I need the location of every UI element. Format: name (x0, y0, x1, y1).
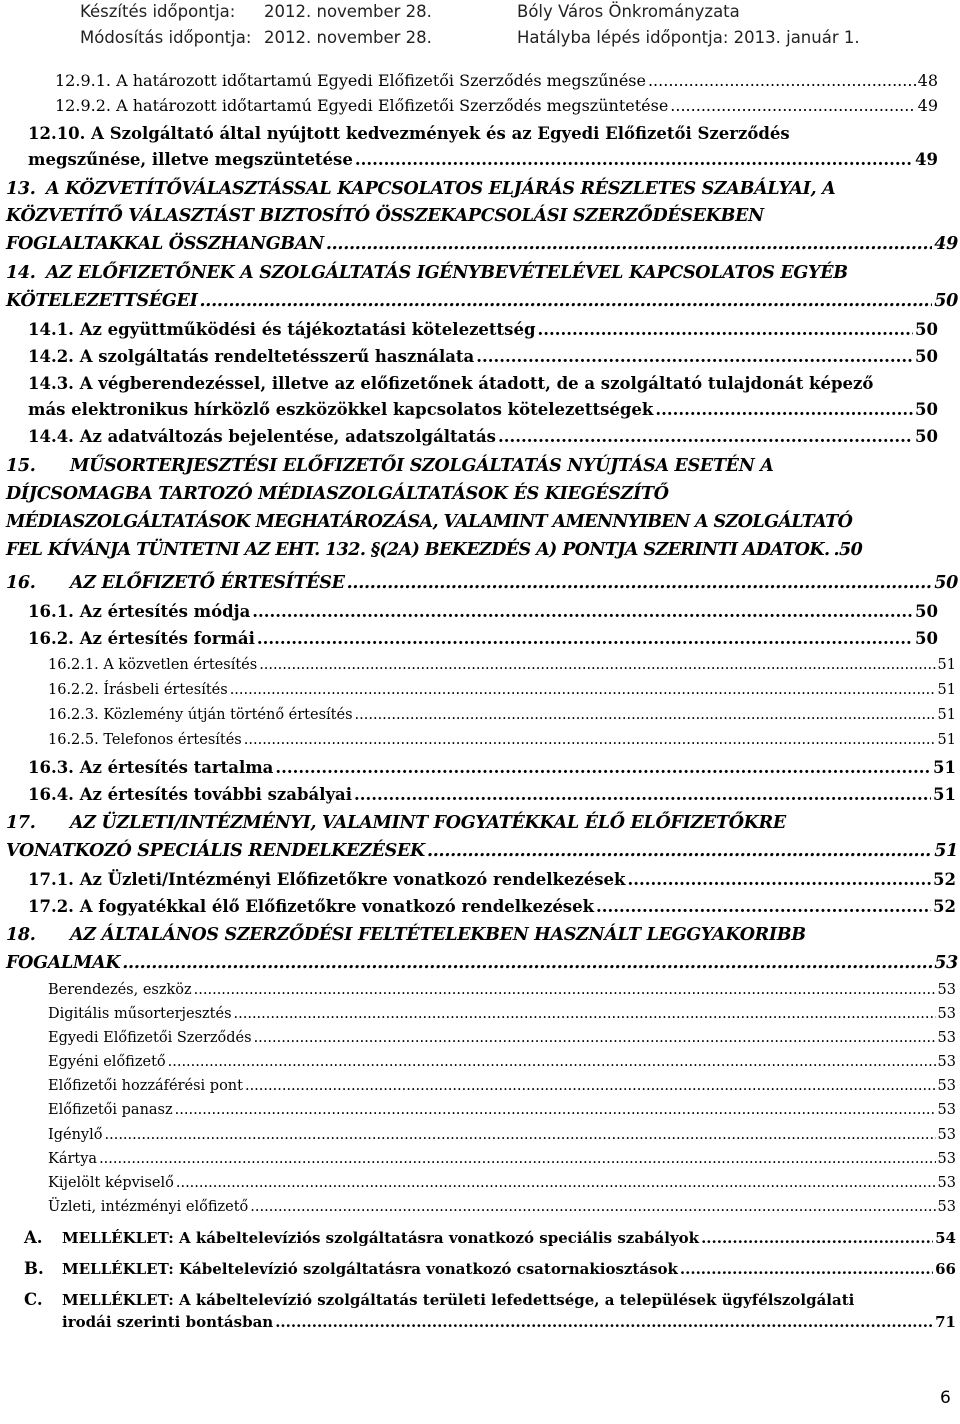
toc-entry[interactable]: 16.2.2. Írásbeli értesítés ..... 51 (48, 682, 956, 698)
toc-glossary-entry[interactable]: Üzleti, intézményi előfizető ..... 53 (48, 1199, 956, 1215)
toc-glossary-entry[interactable]: Digitális műsorterjesztés ..... 53 (48, 1006, 956, 1022)
toc-annex[interactable]: A. MELLÉKLET: A kábeltelevíziós szolgáltatásra vonatkozó speciális szabályok ..... 54 (24, 1228, 956, 1247)
toc-entry[interactable]: 14.3. A végberendezéssel, illetve az előfizetőnek átadott, de a szolgáltató tulajdonát képező (28, 374, 874, 393)
toc-entry[interactable]: 16.2.5. Telefonos értesítés ..... 51 (48, 732, 956, 748)
modified-date: 2012. november 28. (264, 28, 432, 47)
toc-entry[interactable]: 14.1. Az együttműködési és tájékoztatási kötelezettség ..... 50 (28, 320, 938, 339)
toc-glossary-entry[interactable]: Berendezés, eszköz ..... 53 (48, 982, 956, 998)
toc-entry-cont[interactable]: más elektronikus hírközlő eszközökkel kapcsolatos kötelezettségek ..... 50 (28, 400, 938, 419)
toc-entry[interactable]: 16.1. Az értesítés módja ..... 50 (28, 602, 938, 621)
organization: Bóly Város Önkrományzata (517, 2, 740, 21)
toc-glossary-entry[interactable]: Egyedi Előfizetői Szerződés ..... 53 (48, 1030, 956, 1046)
toc-chapter-cont[interactable]: FOGLALTAKKAL ÖSSZHANGBAN ..... 49 (6, 234, 958, 254)
created-label: Készítés időpontja: (80, 2, 236, 21)
toc-chapter[interactable]: 16. AZ ELŐFIZETŐ ÉRTESÍTÉSE ..... 50 (6, 573, 958, 593)
modified-label: Módosítás időpontja: (80, 28, 252, 47)
toc-chapter[interactable]: 14. AZ ELŐFIZETŐNEK A SZOLGÁLTATÁS IGÉNYBEVÉTELÉVEL KAPCSOLATOS EGYÉB (6, 263, 848, 283)
created-date: 2012. november 28. (264, 2, 432, 21)
toc-glossary-entry[interactable]: Kijelölt képviselő ..... 53 (48, 1175, 956, 1191)
toc-entry[interactable]: 16.2. Az értesítés formái ..... 50 (28, 629, 938, 648)
toc-chapter-cont: DÍJCSOMAGBA TARTOZÓ MÉDIASZOLGÁLTATÁSOK ÉS KIEGÉSZÍTŐ (6, 484, 669, 504)
toc-annex[interactable]: C. MELLÉKLET: A kábeltelevízió szolgáltatás területi lefedettsége, a települések ügyfélszolgálati (24, 1290, 855, 1309)
toc-entry[interactable]: 14.4. Az adatváltozás bejelentése, adatszolgáltatás ..... 50 (28, 427, 938, 446)
toc-entry[interactable]: 16.4. Az értesítés további szabályai ..... 51 (28, 785, 956, 804)
toc-chapter[interactable]: 13. A KÖZVETÍTŐVÁLASZTÁSSAL KAPCSOLATOS ELJÁRÁS RÉSZLETES SZABÁLYAI, A (6, 179, 836, 199)
page-number: 6 (940, 1388, 951, 1408)
toc-glossary-entry[interactable]: Egyéni előfizető ..... 53 (48, 1054, 956, 1070)
toc-chapter-cont[interactable]: FOGALMAK ..... 53 (6, 953, 958, 973)
toc-entry[interactable]: 16.2.3. Közlemény útján történő értesítés ..... 51 (48, 707, 956, 723)
toc-chapter-cont[interactable]: VONATKOZÓ SPECIÁLIS RENDELKEZÉSEK ..... 51 (6, 841, 958, 861)
toc-entry[interactable]: 12.9.2. A határozott időtartamú Egyedi Előfizetői Szerződés megszüntetése ..... 49 (55, 96, 938, 115)
toc-entry[interactable]: 12.10. A Szolgáltató által nyújtott kedvezmények és az Egyedi Előfizetői Szerződés (28, 124, 790, 143)
toc-entry[interactable]: 12.9.1. A határozott időtartamú Egyedi Előfizetői Szerződés megszűnése ..... 48 (55, 71, 938, 90)
toc-entry[interactable]: 16.2.1. A közvetlen értesítés ..... 51 (48, 657, 956, 673)
toc-glossary-entry[interactable]: Kártya ..... 53 (48, 1151, 956, 1167)
toc-entry[interactable]: 17.2. A fogyatékkal élő Előfizetőkre vonatkozó rendelkezések ..... 52 (28, 897, 956, 916)
toc-chapter-cont: KÖZVETÍTŐ VÁLASZTÁST BIZTOSÍTÓ ÖSSZEKAPCSOLÁSI SZERZŐDÉSEKBEN (6, 206, 764, 226)
toc-glossary-entry[interactable]: Előfizetői panasz ..... 53 (48, 1102, 956, 1118)
toc-annex-cont[interactable]: irodái szerinti bontásban ..... 71 (62, 1313, 956, 1331)
toc-chapter[interactable]: 18. AZ ÁLTALÁNOS SZERZŐDÉSI FELTÉTELEKBEN HASZNÁLT LEGGYAKORIBB (6, 925, 806, 945)
toc-chapter-cont[interactable]: FEL KÍVÁNJA TÜNTETNI AZ EHT. 132. §(2A) BEKEZDÉS A) PONTJA SZERINTI ADATOK. .50 (6, 540, 863, 560)
toc-glossary-entry[interactable]: Igénylő ..... 53 (48, 1127, 956, 1143)
toc-entry-cont[interactable]: megszűnése, illetve megszüntetése ..... 49 (28, 150, 938, 169)
toc-glossary-entry[interactable]: Előfizetői hozzáférési pont ..... 53 (48, 1078, 956, 1094)
toc-annex[interactable]: B. MELLÉKLET: Kábeltelevízió szolgáltatásra vonatkozó csatornakiosztások ..... 66 (24, 1259, 956, 1278)
toc-chapter[interactable]: 15. MŰSORTERJESZTÉSI ELŐFIZETŐI SZOLGÁLTATÁS NYÚJTÁSA ESETÉN A (6, 456, 774, 476)
toc-chapter-cont[interactable]: KÖTELEZETTSÉGEI ..... 50 (6, 291, 958, 311)
effective-date: Hatályba lépés időpontja: 2013. január 1. (517, 28, 860, 47)
toc-entry[interactable]: 17.1. Az Üzleti/Intézményi Előfizetőkre vonatkozó rendelkezések ..... 52 (28, 870, 956, 889)
toc-entry[interactable]: 16.3. Az értesítés tartalma ..... 51 (28, 758, 956, 777)
toc-entry[interactable]: 14.2. A szolgáltatás rendeltetésszerű használata ..... 50 (28, 347, 938, 366)
toc-chapter[interactable]: 17. AZ ÜZLETI/INTÉZMÉNYI, VALAMINT FOGYATÉKKAL ÉLŐ ELŐFIZETŐKRE (6, 813, 786, 833)
toc-chapter-cont: MÉDIASZOLGÁLTATÁSOK MEGHATÁROZÁSA, VALAMINT AMENNYIBEN A SZOLGÁLTATÓ (6, 512, 853, 532)
